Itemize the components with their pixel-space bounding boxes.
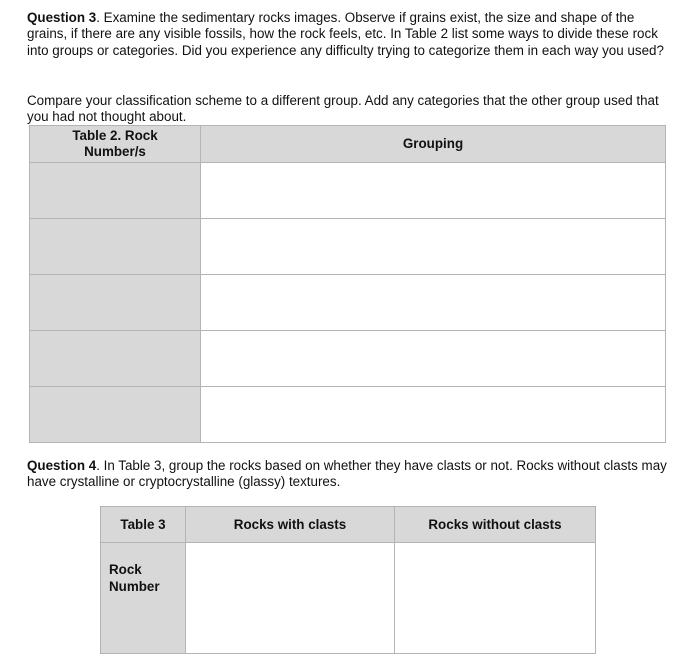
question-3-label: Question 3 — [27, 10, 97, 25]
question-4-text: . In Table 3, group the rocks based on whether they have clasts or not. Rocks without clasts may have crystalline or cryptocrystalline (glassy) textures. — [27, 458, 667, 490]
compare-paragraph: Compare your classification scheme to a different group. Add any categories that the other group used that you had not thought about. — [27, 93, 659, 125]
table-2-rock-number-cell[interactable] — [30, 331, 201, 387]
table-2-rock-number-cell[interactable] — [30, 387, 201, 443]
table-2-grouping-cell[interactable] — [201, 163, 666, 219]
table-row — [30, 387, 666, 443]
table-2-header-line-1: Table 2. Rock — [72, 128, 158, 143]
table-row — [30, 275, 666, 331]
table-2-grouping-cell[interactable] — [201, 219, 666, 275]
table-row — [30, 219, 666, 275]
question-4-paragraph — [27, 458, 672, 491]
table-2-grouping-cell[interactable] — [201, 331, 666, 387]
table-2-header-line-2: Number/s — [84, 144, 146, 159]
table-3-header-with-clasts: Rocks with clasts — [186, 507, 395, 543]
table-row — [30, 163, 666, 219]
table-3-with-clasts-cell[interactable] — [186, 543, 395, 654]
table-2-rock-number-cell[interactable] — [30, 219, 201, 275]
table-3-without-clasts-cell[interactable] — [395, 543, 596, 654]
table-2-header-rock-numbers — [30, 126, 201, 163]
question-3-paragraph — [27, 10, 667, 59]
question-4-label: Question 4 — [27, 458, 97, 473]
table-3-header-title: Table 3 — [101, 507, 186, 543]
table-3-row-label-line-2: Number — [109, 579, 160, 594]
table-3-row-label-line-1: Rock — [109, 562, 142, 577]
question-3-text: . Examine the sedimentary rocks images. Observe if grains exist, the size and shape of the grains, if there are any visible fossils, how the rock feels, etc. In Table 2 list some ways to divide these rock into groups or categories. Did you experience any difficulty trying to categorize them in each way you used? — [27, 10, 664, 58]
table-row — [101, 543, 596, 654]
table-2 — [29, 125, 666, 443]
table-3-header-without-clasts: Rocks without clasts — [395, 507, 596, 543]
table-3-row-label — [101, 543, 186, 654]
table-2-header-row — [30, 126, 666, 163]
table-2-header-grouping: Grouping — [201, 126, 666, 163]
table-2-rock-number-cell[interactable] — [30, 163, 201, 219]
table-3 — [100, 506, 596, 654]
table-2-grouping-cell[interactable] — [201, 387, 666, 443]
table-row — [30, 331, 666, 387]
table-3-header-row — [101, 507, 596, 543]
table-2-rock-number-cell[interactable] — [30, 275, 201, 331]
table-2-grouping-cell[interactable] — [201, 275, 666, 331]
